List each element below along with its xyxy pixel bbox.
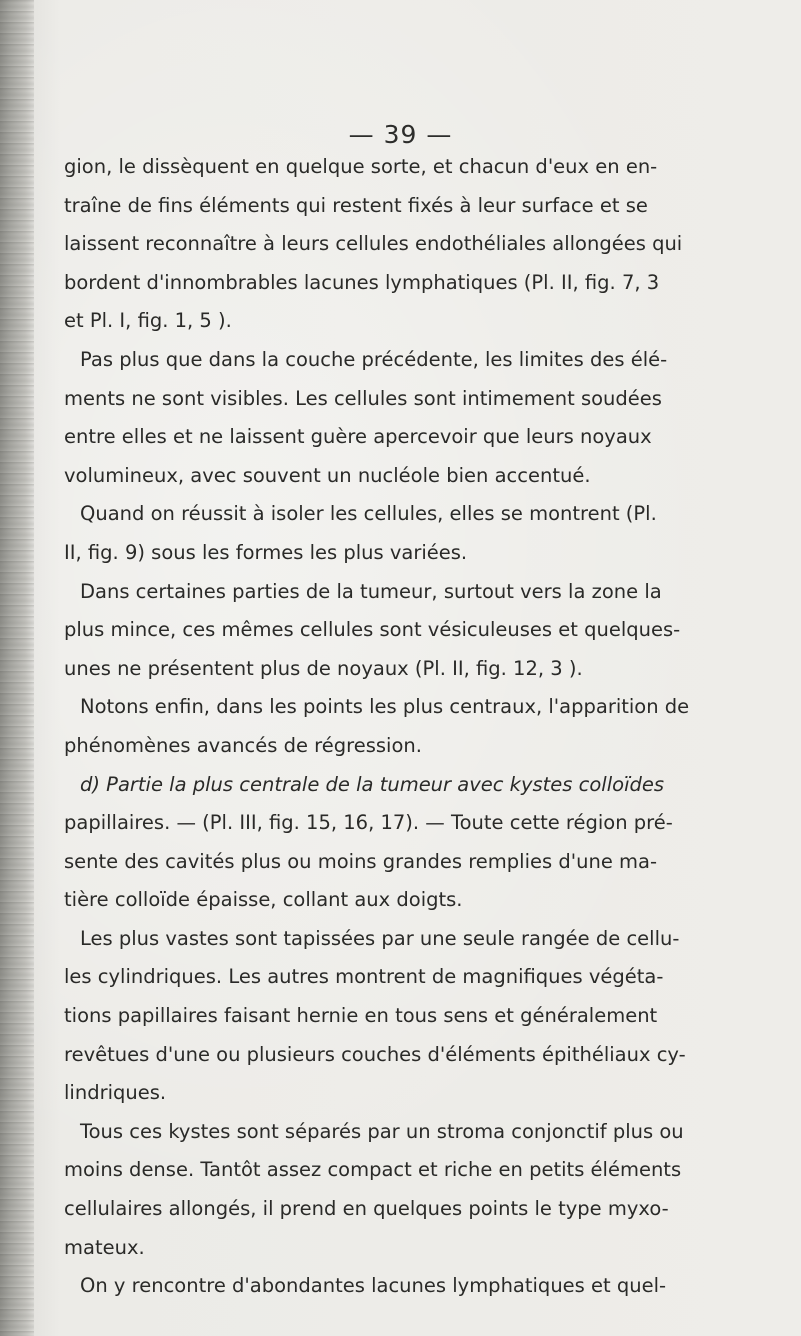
text-line: Dans certaines parties de la tumeur, surtout vers la zone la	[80, 579, 662, 603]
text-line: revêtues d'une ou plusieurs couches d'éléments épithéliaux cy-	[64, 1042, 686, 1066]
text-line: phénomènes avancés de régression.	[64, 733, 422, 757]
text-line: Notons enfin, dans les points les plus centraux, l'apparition de	[80, 695, 690, 719]
text-line: ments ne sont visibles. Les cellules sont intimement soudées	[64, 386, 662, 410]
text-line: tière colloïde épaisse, collant aux doigts.	[64, 888, 463, 912]
text-line: plus mince, ces mêmes cellules sont vésiculeuses et quelques-	[64, 618, 681, 642]
text-line: Pas plus que dans la couche précédente, les limites des élé-	[80, 347, 668, 371]
text-line: Les plus vastes sont tapissées par une seule rangée de cellu-	[80, 926, 680, 950]
text-line: les cylindriques. Les autres montrent de magnifiques végéta-	[64, 965, 664, 989]
text-line: entre elles et ne laissent guère apercevoir que leurs noyaux	[64, 425, 652, 449]
text-line: mateux.	[64, 1235, 145, 1259]
text-line: gion, le dissèquent en quelque sorte, et chacun d'eux en en-	[64, 155, 658, 178]
text-line: unes ne présentent plus de noyaux (Pl. II, fig. 12, 3 ).	[64, 656, 583, 680]
text-line: lindriques.	[64, 1081, 167, 1105]
text-line: Tous ces kystes sont séparés par un stroma conjonctif plus ou	[80, 1119, 684, 1143]
text-line: On y rencontre d'abondantes lacunes lymphatiques et quel-	[80, 1274, 667, 1298]
text-line: Quand on réussit à isoler les cellules, elles se montrent (Pl.	[80, 502, 657, 526]
body-text	[64, 148, 744, 1306]
text-line: volumineux, avec souvent un nucléole bien accentué.	[64, 463, 591, 487]
book-spine-shadow	[0, 0, 34, 1336]
text-line: papillaires. — (Pl. III, fig. 15, 16, 17). — Toute cette région pré-	[64, 811, 673, 835]
text-line: II, fig. 9) sous les formes les plus variées.	[64, 540, 468, 564]
text-line: moins dense. Tantôt assez compact et riche en petits éléments	[64, 1158, 682, 1182]
section-heading-line: d) Partie la plus centrale de la tumeur avec kystes colloïdes	[80, 772, 665, 796]
text-line: tions papillaires faisant hernie en tous sens et généralement	[64, 1004, 658, 1028]
text-line: bordent d'innombrables lacunes lymphatiques (Pl. II, fig. 7, 3	[64, 270, 660, 294]
text-line: cellulaires allongés, il prend en quelques points le type myxo-	[64, 1197, 669, 1221]
text-line: traîne de fins éléments qui restent fixés à leur surface et se	[64, 193, 648, 217]
text-line: et Pl. I, fig. 1, 5 ).	[64, 309, 232, 333]
text-line: sente des cavités plus ou moins grandes remplies d'une ma-	[64, 849, 657, 873]
page-number: — 39 —	[348, 120, 453, 149]
text-line: laissent reconnaître à leurs cellules endothéliales allongées qui	[64, 232, 683, 256]
